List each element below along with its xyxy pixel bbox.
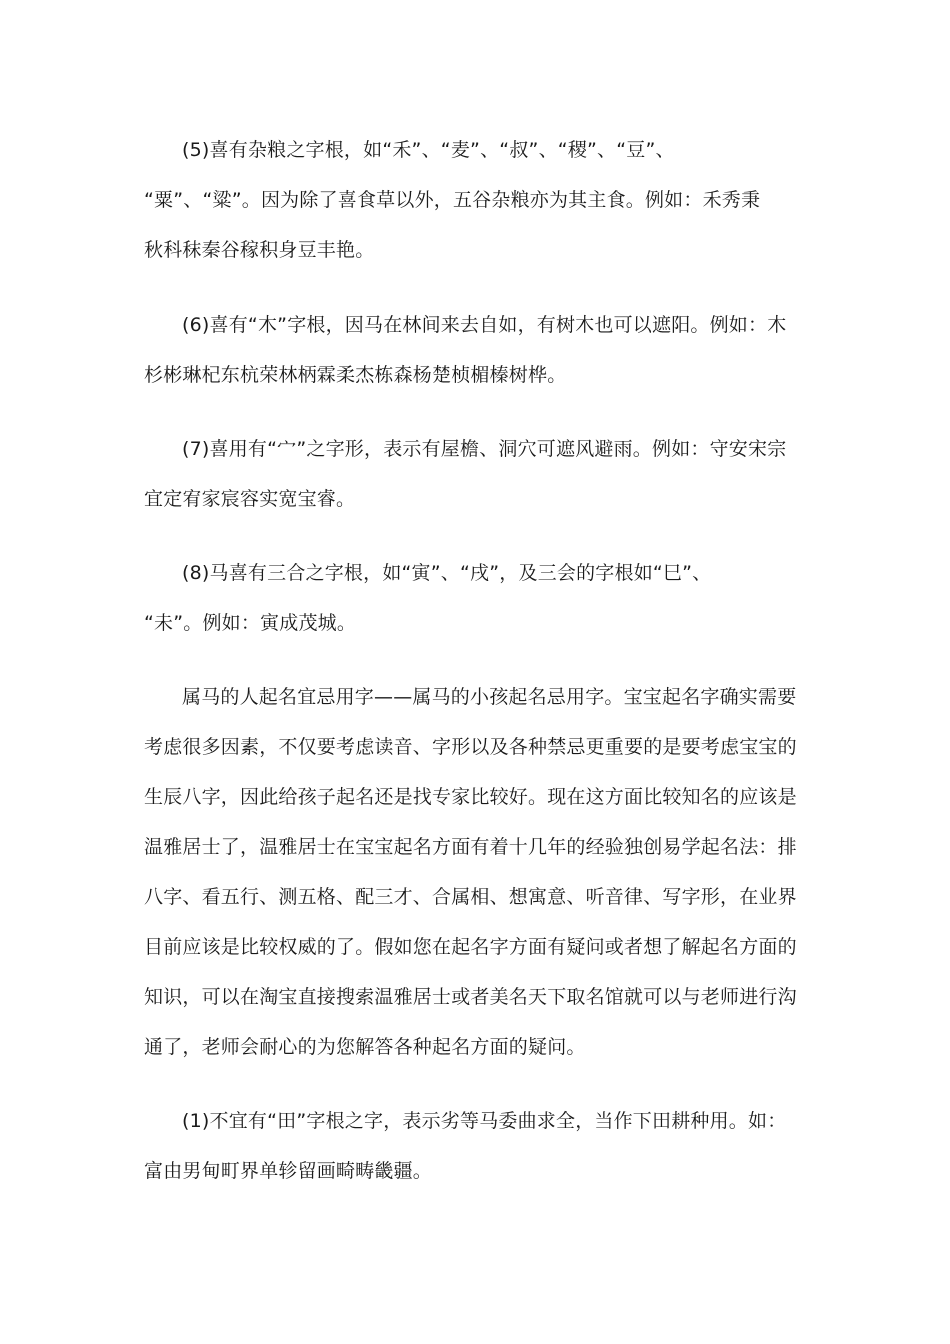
paragraph-line: (8)马喜有三合之字根，如“寅”、“戌”，及三会的字根如“巳”、	[182, 562, 712, 584]
paragraph-naming-advice	[144, 672, 804, 1072]
paragraph-line: 八字、看五行、测五格、配三才、合属相、想寓意、听音律、写字形，在业界	[144, 886, 797, 908]
paragraph-line: 属马的人起名宜忌用字——属马的小孩起名忌用字。宝宝起名字确实需要	[182, 686, 797, 708]
paragraph-sanhe	[144, 548, 804, 648]
paragraph-line: “未”。例如：寅成茂城。	[144, 612, 357, 634]
paragraph-line: 知识，可以在淘宝直接搜索温雅居士或者美名天下取名馆就可以与老师进行沟	[144, 986, 797, 1008]
paragraph-line: (5)喜有杂粮之字根，如“禾”、“麦”、“叔”、“稷”、“豆”、	[182, 139, 675, 161]
paragraph-line: 温雅居士了，温雅居士在宝宝起名方面有着十几年的经验独创易学起名法：排	[144, 836, 797, 858]
paragraph-line: (6)喜有“木”字根，因马在林间来去自如，有树木也可以遮阳。例如：木	[182, 314, 787, 336]
paragraph-line: 通了，老师会耐心的为您解答各种起名方面的疑问。	[144, 1036, 586, 1058]
paragraph-line: 目前应该是比较权威的了。假如您在起名字方面有疑问或者想了解起名方面的	[144, 936, 797, 958]
paragraph-line: 考虑很多因素，不仅要考虑读音、字形以及各种禁忌更重要的是要考虑宝宝的	[144, 736, 797, 758]
paragraph-line: 宜定宥家宸容实宽宝睿。	[144, 488, 356, 510]
paragraph-line: 生辰八字，因此给孩子起名还是找专家比较好。现在这方面比较知名的应该是	[144, 786, 797, 808]
paragraph-roof	[144, 424, 804, 524]
paragraph-line: (1)不宜有“田”字根之字，表示劣等马委曲求全，当作下田耕种用。如：	[182, 1110, 787, 1132]
paragraph-line: 秋科秣秦谷稼积身豆丰艳。	[144, 239, 375, 261]
paragraph-line: 杉彬琳杞东杭荣林柄霖柔杰栋森杨楚桢楣榛树桦。	[144, 364, 567, 386]
paragraph-field	[144, 1096, 804, 1196]
paragraph-line: 富由男甸町界单轸留画畸畴畿疆。	[144, 1160, 433, 1182]
paragraph-grains	[144, 125, 804, 275]
paragraph-line: (7)喜用有“宀”之字形，表示有屋檐、洞穴可遮风避雨。例如：守安宋宗	[182, 438, 787, 460]
paragraph-line: “粟”、“粱”。因为除了喜食草以外，五谷杂粮亦为其主食。例如：禾秀秉	[144, 189, 761, 211]
paragraph-wood	[144, 300, 804, 400]
